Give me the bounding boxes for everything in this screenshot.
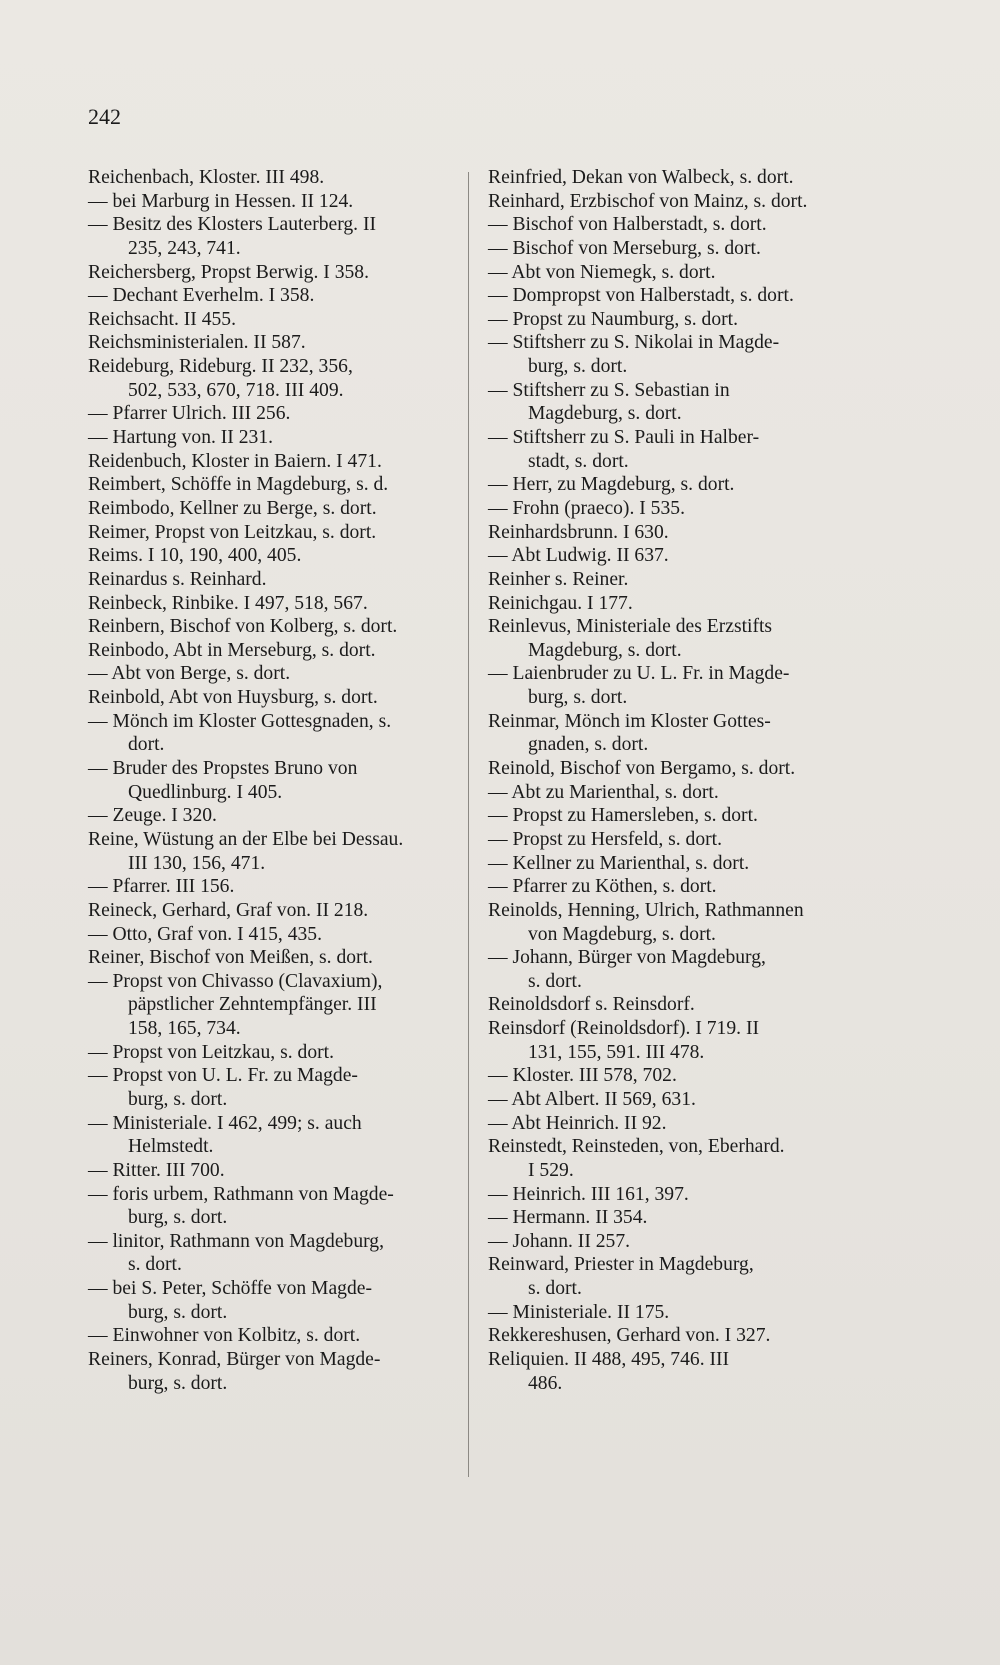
index-entry-line: — Propst zu Naumburg, s. dort. [488,308,738,330]
index-entry-line: — Frohn (praeco). I 535. [488,497,685,519]
index-entry-line: dort. [128,734,165,756]
index-entry-line: — Ritter. III 700. [88,1159,225,1181]
index-entry-line: — Mönch im Kloster Gottesgnaden, s. [88,710,392,732]
index-entry-line: — Johann. II 257. [488,1230,631,1252]
index-entry-line: — Laienbruder zu U. L. Fr. in Magde- [488,663,790,685]
index-entry-line: Reinfried, Dekan von Walbeck, s. dort. [488,167,794,188]
index-entry-line: — Abt von Niemegk, s. dort. [488,261,716,283]
index-entry-line: Reinlevus, Ministeriale des Erzstifts [488,616,773,638]
index-entry-line: Quedlinburg. I 405. [128,781,283,803]
index-entry-line: — Hermann. II 354. [488,1207,648,1229]
index-entry-line: Reinward, Priester in Magdeburg, [488,1254,754,1276]
right-column [488,166,898,1395]
index-entry-line: — Dompropst von Halberstadt, s. dort. [488,285,794,307]
index-entry-line: — Kloster. III 578, 702. [488,1065,677,1087]
index-entry-line: — Propst zu Hersfeld, s. dort. [488,828,723,850]
index-entry-line: von Magdeburg, s. dort. [528,923,716,945]
column-divider [468,172,469,1477]
index-entry-line: — Pfarrer zu Köthen, s. dort. [488,876,717,898]
index-entry-line: Reichsministerialen. II 587. [88,332,306,354]
index-entry-line: päpstlicher Zehntempfänger. III [128,994,377,1016]
index-entry-line: gnaden, s. dort. [528,734,649,756]
index-entry-line: Reinardus s. Reinhard. [88,568,267,590]
index-entry-line: Reiner, Bischof von Meißen, s. dort. [88,947,373,969]
index-entry-line: 158, 165, 734. [128,1018,241,1040]
index-entry-line: — Bruder des Propstes Bruno von [88,758,358,780]
index-entry-line: Reinhard, Erzbischof von Mainz, s. dort. [488,190,808,212]
index-entry-line: s. dort. [528,970,582,992]
index-entry-line: Reinstedt, Reinsteden, von, Eberhard. [488,1136,785,1158]
index-entry-line: Reinold, Bischof von Bergamo, s. dort. [488,758,796,780]
index-entry-line: Reliquien. II 488, 495, 746. III [488,1349,730,1371]
page-number: 242 [88,104,121,129]
index-entry-line: Reinsdorf (Reinoldsdorf). I 719. II [488,1018,759,1040]
index-entry-line: 502, 533, 670, 718. III 409. [128,379,344,401]
index-entry-line: — Ministeriale. I 462, 499; s. auch [88,1112,362,1134]
index-entry-line: — Pfarrer. III 156. [88,876,235,898]
index-entry-line: burg, s. dort. [128,1088,228,1110]
index-entry-line: Reinhardsbrunn. I 630. [488,521,669,543]
index-entry-line: Reine, Wüstung an der Elbe bei Dessau. [88,828,404,850]
index-entry-line: Reideburg, Rideburg. II 232, 356, [88,356,353,378]
index-entry-line: burg, s. dort. [528,356,628,378]
index-entry-line: Reidenbuch, Kloster in Baiern. I 471. [88,450,382,472]
index-entry-line: 486. [528,1372,563,1394]
index-entry-line: 131, 155, 591. III 478. [528,1041,705,1063]
index-entry-line: — Abt Albert. II 569, 631. [488,1088,696,1110]
index-entry-line: — Hartung von. II 231. [88,427,274,449]
index-entry-line: — Bischof von Halberstadt, s. dort. [488,214,767,236]
index-entry-line: Reimbodo, Kellner zu Berge, s. dort. [88,497,377,519]
index-entry-line: Reinmar, Mönch im Kloster Gottes- [488,710,771,732]
index-entry-line: — Johann, Bürger von Magdeburg, [488,947,766,969]
index-entry-line: — Propst von Leitzkau, s. dort. [88,1041,334,1063]
index-entry-line: Magdeburg, s. dort. [528,639,682,661]
index-entry-line: Helmstedt. [128,1136,214,1158]
index-entry-line: — Stiftsherr zu S. Pauli in Halber- [488,427,760,449]
index-entry-line: — Stiftsherr zu S. Nikolai in Magde- [488,332,780,354]
index-entry-line: Reinichgau. I 177. [488,592,633,614]
index-entry-line: I 529. [528,1159,574,1181]
left-column [88,166,460,1395]
index-entry-line: Reimer, Propst von Leitzkau, s. dort. [88,521,377,543]
index-entry-line: stadt, s. dort. [528,450,629,472]
index-entry-line: — Besitz des Klosters Lauterberg. II [88,214,377,236]
index-entry-line: — Abt Heinrich. II 92. [488,1112,667,1134]
index-entry-line: — Stiftsherr zu S. Sebastian in [488,379,730,401]
index-entry-line: Rekkereshusen, Gerhard von. I 327. [488,1325,771,1347]
index-entry-line: — Heinrich. III 161, 397. [488,1183,689,1205]
index-entry-line: Reinbold, Abt von Huysburg, s. dort. [88,687,378,709]
index-entry-line: burg, s. dort. [528,687,628,709]
index-entry-line: Reinbern, Bischof von Kolberg, s. dort. [88,616,398,638]
index-entry-line: Reineck, Gerhard, Graf von. II 218. [88,899,369,921]
index-entry-line: — foris urbem, Rathmann von Magde- [88,1183,394,1205]
index-entry-line: — Herr, zu Magdeburg, s. dort. [488,474,735,496]
index-entry-line: Reinbeck, Rinbike. I 497, 518, 567. [88,592,368,614]
index-entry-line: — Pfarrer Ulrich. III 256. [88,403,291,425]
index-entry-line: — Propst von Chivasso (Clavaxium), [88,970,383,992]
index-entry-line: — Zeuge. I 320. [88,805,217,827]
index-entry-line: — Propst von U. L. Fr. zu Magde- [88,1065,358,1087]
index-entry-line: Reinoldsdorf s. Reinsdorf. [488,994,695,1016]
index-entry-line: — bei Marburg in Hessen. II 124. [88,190,354,212]
index-entry-line: 235, 243, 741. [128,237,241,259]
index-entry-line: Reimbert, Schöffe in Magdeburg, s. d. [88,474,389,496]
index-entry-line: Magdeburg, s. dort. [528,403,682,425]
index-entry-line: Reiners, Konrad, Bürger von Magde- [88,1349,381,1371]
index-entry-line: — Ministeriale. II 175. [488,1301,670,1323]
index-entry-line: s. dort. [128,1254,182,1276]
index-entry-line: — Otto, Graf von. I 415, 435. [88,923,323,945]
index-entry-line: s. dort. [528,1278,582,1300]
index-entry-line: — Bischof von Merseburg, s. dort. [488,237,761,259]
index-entry-line: burg, s. dort. [128,1207,228,1229]
index-entry-line: — bei S. Peter, Schöffe von Magde- [88,1278,372,1300]
index-entry-line: — Dechant Everhelm. I 358. [88,285,315,307]
index-entry-line: — Propst zu Hamersleben, s. dort. [488,805,758,827]
index-entry-line: burg, s. dort. [128,1372,228,1394]
index-entry-line: burg, s. dort. [128,1301,228,1323]
index-entry-line: — Abt von Berge, s. dort. [88,663,291,685]
index-entry-line: Reinher s. Reiner. [488,568,629,590]
index-entry-line: — Einwohner von Kolbitz, s. dort. [88,1325,361,1347]
index-entry-line: III 130, 156, 471. [128,852,266,874]
index-entry-line: Reinbodo, Abt in Merseburg, s. dort. [88,639,376,661]
index-entry-line: — Abt zu Marienthal, s. dort. [488,781,719,803]
index-entry-line: Reinolds, Henning, Ulrich, Rathmannen [488,899,804,921]
index-entry-line: Reichsacht. II 455. [88,308,236,330]
index-entry-line: Reichersberg, Propst Berwig. I 358. [88,261,369,283]
index-entry-line: Reichenbach, Kloster. III 498. [88,167,325,188]
index-entry-line: — linitor, Rathmann von Magdeburg, [88,1230,384,1252]
index-entry-line: — Abt Ludwig. II 637. [488,545,669,567]
index-entry-line: Reims. I 10, 190, 400, 405. [88,545,302,567]
index-entry-line: — Kellner zu Marienthal, s. dort. [488,852,750,874]
